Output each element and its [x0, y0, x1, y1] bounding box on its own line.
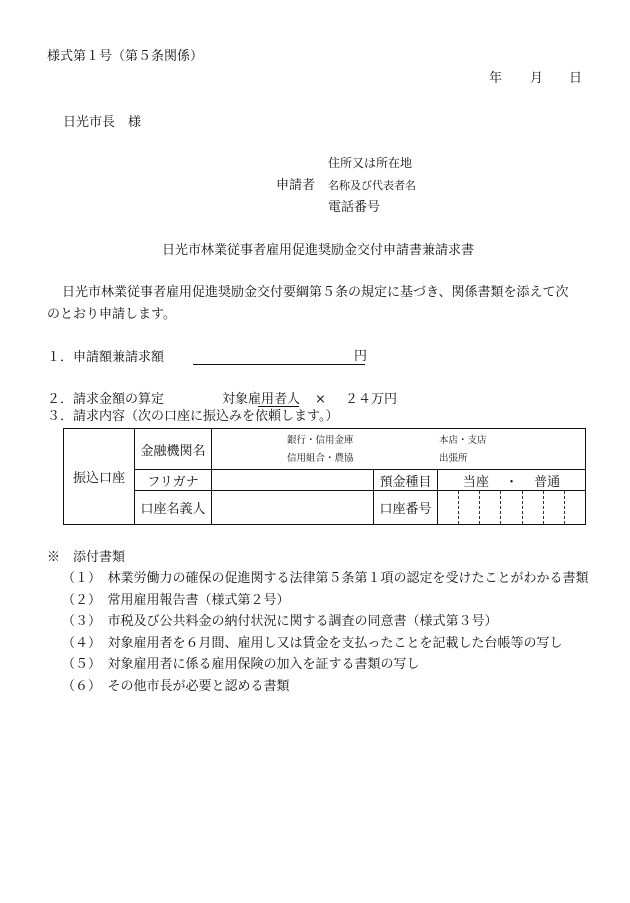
digit-box[interactable]	[438, 491, 459, 524]
holder-input-cell[interactable]	[212, 491, 374, 525]
date-month: 月	[530, 71, 544, 86]
attachments-heading: ※ 添付書類	[47, 550, 126, 565]
furigana-label: フリガナ	[147, 474, 199, 490]
branch-option-office: 出張所	[439, 453, 468, 464]
institution-option-bank: 銀行・信用金庫	[287, 435, 354, 446]
item2-people-unit: 人	[287, 392, 301, 407]
digit-box[interactable]	[523, 491, 544, 524]
applicant-phone-label: 電話番号	[328, 200, 381, 215]
date-year: 年	[489, 71, 503, 86]
account-number-label-cell	[374, 491, 438, 525]
deposit-type-label: 預金種目	[379, 474, 432, 490]
deposit-type-label-cell	[374, 470, 438, 491]
account-number-label: 口座番号	[379, 502, 432, 517]
item3-label: ３．請求内容（次の口座に振込みを依頼します。）	[47, 409, 339, 424]
digit-box[interactable]	[544, 491, 565, 524]
institution-option-union: 信用組合・農協	[287, 453, 354, 464]
applicant-label: 申請者	[276, 178, 316, 193]
attachment-item-3: （３） 市税及び公共料金の納付状況に関する調査の同意書（様式第３号）	[62, 614, 498, 629]
form-title: 日光市林業従事者雇用促進奨励金交付申請書兼請求書	[162, 243, 475, 258]
item1-amount-field[interactable]	[193, 347, 368, 365]
item2-target-label: 対象雇用者	[222, 392, 288, 407]
furigana-input-cell[interactable]	[212, 470, 374, 491]
attachment-item-6: （６） その他市長が必要と認める書類	[62, 679, 290, 694]
intro-line-1: 日光市林業従事者雇用促進奨励金交付要綱第５条の規定に基づき、関係書類を添えて次	[62, 285, 569, 300]
furigana-label-cell	[135, 470, 212, 491]
item1-unit: 円	[354, 349, 368, 364]
addressee: 日光市長 様	[63, 115, 142, 130]
attachment-item-1: （１） 林業労働力の確保の促進関する法律第５条第１項の認定を受けたことがわかる書類	[62, 571, 589, 586]
applicant-name-label: 名称及び代表者名	[328, 179, 416, 192]
institution-input-cell[interactable]	[212, 429, 586, 470]
item2-rate: ２４万円	[345, 392, 398, 407]
item2-times-sign: ×	[315, 392, 326, 407]
deposit-type-options-cell[interactable]	[438, 470, 586, 491]
account-label: 振込口座	[72, 471, 125, 486]
holder-label-cell	[135, 491, 212, 525]
attachment-item-4: （４） 対象雇用者を６月間、雇用し又は賃金を支払ったことを記載した台帳等の写し	[62, 636, 563, 651]
intro-line-2: のとおり申請します。	[47, 307, 176, 322]
item1-label: １．申請額兼請求額	[47, 350, 165, 365]
deposit-option-ordinary[interactable]: 普通	[534, 474, 561, 490]
account-label-cell	[64, 429, 135, 525]
deposit-option-current[interactable]: 当座	[462, 474, 489, 490]
item2-label: ２．請求金額の算定	[47, 392, 165, 407]
deposit-option-separator: ・	[505, 474, 519, 490]
attachment-item-5: （５） 対象雇用者に係る雇用保険の加入を証する書類の写し	[62, 657, 420, 672]
holder-label: 口座名義人	[140, 502, 206, 517]
date-day: 日	[569, 71, 583, 86]
institution-label: 金融機関名	[140, 443, 206, 459]
branch-option-main: 本店・支店	[439, 435, 487, 446]
bank-account-table	[63, 428, 586, 525]
applicant-address-label: 住所又は所在地	[328, 156, 413, 170]
digit-box[interactable]	[459, 491, 480, 524]
attachment-item-2: （２） 常用雇用報告書（様式第２号）	[62, 593, 290, 608]
digit-box[interactable]	[501, 491, 522, 524]
account-number-input-cell[interactable]	[438, 491, 586, 525]
digit-box[interactable]	[480, 491, 501, 524]
institution-label-cell	[135, 429, 212, 470]
digit-box[interactable]	[565, 491, 585, 524]
form-number: 様式第１号（第５条関係）	[47, 49, 204, 64]
account-number-digit-boxes[interactable]	[438, 491, 585, 524]
